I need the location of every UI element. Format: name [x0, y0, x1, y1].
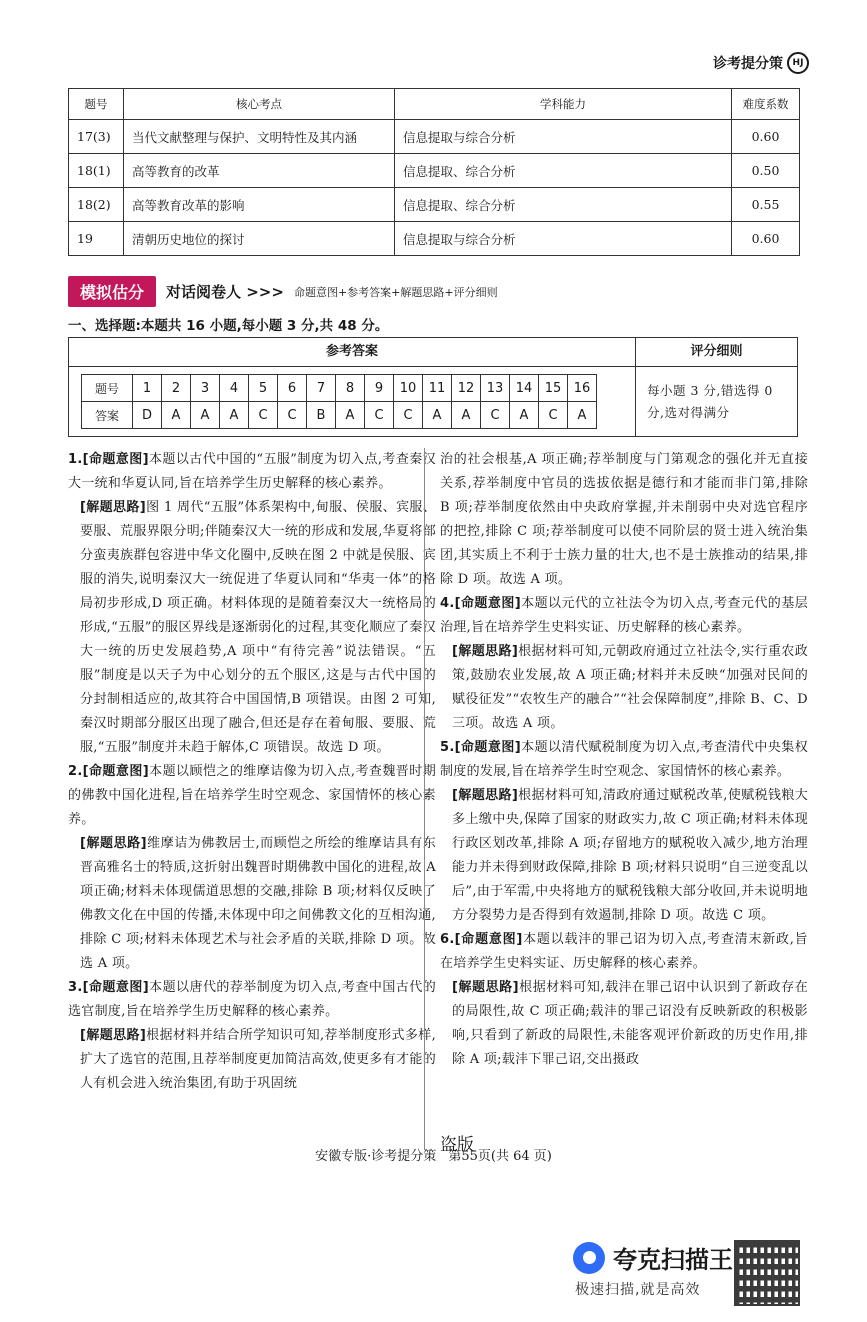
col-header: 难度系数 [732, 89, 800, 120]
question-number: 5. [440, 740, 455, 755]
grading-text: 每小题 3 分,错选得 0 分,选对得满分 [647, 383, 773, 420]
table-row [69, 188, 800, 222]
question-number: 13 [481, 375, 510, 402]
table-cell-ability: 信息提取、综合分析 [395, 154, 732, 188]
col-header: 学科能力 [395, 89, 732, 120]
question-number: 1 [133, 375, 162, 402]
solution-paragraph [440, 784, 808, 928]
question-number: 16 [568, 375, 597, 402]
mock-tag: 模拟估分 [68, 276, 156, 307]
solution-paragraph [68, 832, 436, 976]
solution-text: 维摩诘为佛教居士,而顾恺之所绘的维摩诘具有东晋高雅名士的特质,这折射出魏晋时期佛教中国化的进程,故 A 项正确;材料未体现儒道思想的交融,排除 B 项;材料仅反映了佛教文化在中国的传播,未体现中印之间佛教文化的互相沟通,排除 C 项;材料未体现艺术与社会矛盾的关联,排除 D 项。故选 A 项。 [80, 836, 436, 971]
table-cell-core: 当代文献整理与保护、文明特性及其内涵 [124, 120, 395, 154]
table-cell-core: 高等教育的改革 [124, 154, 395, 188]
table-cell-diff: 0.60 [732, 222, 800, 256]
solution-text: 根据材料可知,元朝政府通过立社法令,实行重农政策,鼓励农业发展,故 A 项正确;材料并未反映“加强对民间的赋役征发”“农牧生产的融合”“社会保障制度”,排除 B、C、D 三项。故选 A 项。 [452, 644, 809, 731]
intent-tag: [命题意图] [454, 740, 522, 755]
col-header: 题号 [69, 89, 124, 120]
page-number: 第55页(共 64 页) [448, 1149, 552, 1164]
answer-cell: D [133, 402, 162, 429]
question-number: 15 [539, 375, 568, 402]
answer-cell: A [191, 402, 220, 429]
question-number: 4 [220, 375, 249, 402]
solution-text: 根据材料并结合所学知识可知,荐举制度形式多样,扩大了选官的范围,且荐举制度更加简洁高效,使更多有才能的人有机会进入统治集团,有助于巩固统 [80, 1028, 437, 1091]
brand-name: 诊考提分策 [713, 56, 783, 72]
answer-cell: A [510, 402, 539, 429]
solution-paragraph [440, 640, 808, 736]
solution-text: 图 1 周代“五服”体系架构中,甸服、侯服、宾服、要服、荒服界限分明;伴随秦汉大一统的形成和发展,华夏将部分蛮夷族群包容进中华文化圈中,反映在图 2 中就是侯服、宾服的消失,说明秦汉大一统促进了华夏认同和“华夷一体”的格局初步形成,D 项正确。材料体现的是随着秦汉大一统格局的形成,“五服”的服区界线是逐渐弱化的过程,其变化顺应了秦汉大一统的历史发展趋势,A 项中“有待完善”说法错误。“五服”制度是以天子为中心划分的五个服区,这是与古代中国的分封制相适应的,故其符合中国国情,B 项错误。由图 2 可知,秦汉时期部分服区出现了融合,但还是存在着甸服、要服、荒服,“五服”制度并未趋于解体,C 项错误。故选 D 项。 [80, 500, 437, 755]
question-number: 3. [68, 980, 83, 995]
answer-cell: A [452, 402, 481, 429]
solution-text: 根据材料可知,清政府通过赋税改革,使赋税钱粮大多上缴中央,保障了国家的财政实力,故 C 项正确;材料未体现行政区划改革,排除 A 项;存留地方的赋税收入减少,地方治理能力并未得到财政保障,排除 B 项;材料只说明“自三逆变乱以后”,由于军需,中央将地方的赋税钱粮大部分收回,并未说明地方分裂势力是否得到有效遏制,排除 D 项。故选 C 项。 [452, 788, 809, 923]
answer-cell: C [249, 402, 278, 429]
answer-cell: A [336, 402, 365, 429]
table-cell-diff: 0.50 [732, 154, 800, 188]
answer-cell: A [568, 402, 597, 429]
table-row [69, 222, 800, 256]
column-divider [424, 448, 425, 1150]
answer-cell: A [423, 402, 452, 429]
answer-table [81, 374, 597, 429]
question-number: 1. [68, 452, 83, 467]
ref-answer-header: 参考答案 [69, 338, 636, 367]
intent-tag: [命题意图] [454, 932, 523, 947]
question-number: 7 [307, 375, 336, 402]
table-cell-num: 18(1) [69, 154, 124, 188]
answer-cell: A [162, 402, 191, 429]
question-number: 11 [423, 375, 452, 402]
table-cell-ability: 信息提取、综合分析 [395, 188, 732, 222]
table-row [69, 154, 800, 188]
intent-text: 本题以顾恺之的维摩诘像为切入点,考查魏晋时期的佛教中国化进程,旨在培养学生时空观念、家国情怀的核心素养。 [68, 764, 436, 827]
solution-tag: [解题思路] [452, 980, 519, 995]
question-number: 8 [336, 375, 365, 402]
solution-tag: [解题思路] [80, 1028, 147, 1043]
intent-tag: [命题意图] [82, 764, 150, 779]
question-intent [440, 592, 808, 640]
mock-subtitle: 命题意图+参考答案+解题思路+评分细则 [293, 285, 498, 299]
brand-logo-icon: HJ [787, 52, 809, 74]
mock-title: 对话阅卷人 >>> [166, 283, 284, 301]
stamp: 盗版 [440, 1135, 474, 1155]
qr-code-icon [734, 1240, 800, 1306]
table-cell-diff: 0.60 [732, 120, 800, 154]
table-row [69, 120, 800, 154]
table-cell-ability: 信息提取与综合分析 [395, 120, 732, 154]
mock-estimate-bar [68, 276, 498, 307]
answer-cell: C [481, 402, 510, 429]
solution-paragraph [68, 1024, 436, 1096]
intent-text: 本题以清代赋税制度为切入点,考查清代中央集权制度的发展,旨在培养学生时空观念、家国情怀的核心素养。 [440, 740, 808, 779]
exam-analysis-table [68, 88, 800, 256]
intent-text: 本题以载沣的罪己诏为切入点,考查清末新政,旨在培养学生史料实证、历史解释的核心素养。 [440, 932, 808, 971]
question-number: 2 [162, 375, 191, 402]
solution-paragraph [440, 976, 808, 1072]
intent-text: 本题以唐代的荐举制度为切入点,考查中国古代的选官制度,旨在培养学生历史解释的核心素养。 [68, 980, 436, 1019]
solution-text: 根据材料可知,载沣在罪己诏中认识到了新政存在的局限性,故 C 项正确;载沣的罪己诏没有反映新政的积极影响,只看到了新政的局限性,未能客观评价新政的历史作用,排除 A 项;载沣下罪己诏,交出摄政 [452, 980, 808, 1067]
intent-text: 治的社会根基,A 项正确;荐举制度与门第观念的强化并无直接关系,荐举制度中官员的选拔依据是德行和才能而非门第,排除 B 项;荐举制度依然由中央政府掌握,并未削弱中央对选官程序的把控,排除 C 项;荐举制度可以使不同阶层的贤士进入统治集团,其实质上不利于士族力量的壮大,也不是士族推动的结果,排除 D 项。故选 A 项。 [440, 452, 808, 587]
table-cell-core: 高等教育改革的影响 [124, 188, 395, 222]
solution-tag: [解题思路] [80, 836, 147, 851]
answer-cell: C [365, 402, 394, 429]
question-intent [68, 448, 436, 496]
answer-row [82, 402, 597, 429]
question-number: 5 [249, 375, 278, 402]
question-intent [440, 928, 808, 976]
grading-header: 评分细则 [636, 338, 797, 367]
question-number: 9 [365, 375, 394, 402]
question-intent [68, 760, 436, 832]
solution-paragraph [68, 496, 436, 760]
question-number: 6. [440, 932, 455, 947]
scanner-slogan: 极速扫描,就是高效 [575, 1282, 701, 1298]
intent-tag: [命题意图] [82, 980, 150, 995]
question-number: 2. [68, 764, 83, 779]
question-intent [440, 448, 808, 592]
scanner-watermark [573, 1240, 733, 1299]
left-column [68, 448, 436, 1096]
question-number: 4. [440, 596, 455, 611]
question-number: 10 [394, 375, 423, 402]
answer-cell: C [278, 402, 307, 429]
answer-cell: A [220, 402, 249, 429]
intent-tag: [命题意图] [82, 452, 149, 467]
answer-cell: B [307, 402, 336, 429]
solution-tag: [解题思路] [80, 500, 147, 515]
right-column [440, 448, 808, 1072]
table-cell-diff: 0.55 [732, 188, 800, 222]
footer-left: 安徽专版·诊考提分策 [315, 1149, 437, 1164]
col-header: 核心考点 [124, 89, 395, 120]
brand-header [713, 52, 809, 74]
intent-text: 本题以元代的立社法令为切入点,考查元代的基层治理,旨在培养学生史料实证、历史解释的核心素养。 [440, 596, 808, 635]
answer-cell: C [394, 402, 423, 429]
question-number: 12 [452, 375, 481, 402]
table-cell-core: 清朝历史地位的探讨 [124, 222, 395, 256]
table-cell-num: 19 [69, 222, 124, 256]
scanner-name: 夸克扫描王 [613, 1246, 733, 1274]
answer-label: 答案 [82, 402, 133, 429]
number-row [82, 375, 597, 402]
table-header-row [69, 89, 800, 120]
intent-tag: [命题意图] [454, 596, 522, 611]
solution-tag: [解题思路] [452, 644, 519, 659]
question-intent [68, 976, 436, 1024]
question-intent [440, 736, 808, 784]
intent-text: 本题以古代中国的“五服”制度为切入点,考查秦汉大一统和华夏认同,旨在培养学生历史解释的核心素养。 [68, 452, 437, 491]
number-label: 题号 [82, 375, 133, 402]
divider [635, 366, 636, 436]
page-footer [0, 1145, 867, 1164]
solution-tag: [解题思路] [452, 788, 519, 803]
table-cell-ability: 信息提取与综合分析 [395, 222, 732, 256]
scanner-logo-icon [573, 1242, 605, 1274]
answer-box [68, 337, 798, 437]
table-cell-num: 18(2) [69, 188, 124, 222]
question-number: 6 [278, 375, 307, 402]
section-title: 一、选择题:本题共 16 小题,每小题 3 分,共 48 分。 [68, 318, 389, 334]
answer-cell: C [539, 402, 568, 429]
question-number: 3 [191, 375, 220, 402]
table-cell-num: 17(3) [69, 120, 124, 154]
question-number: 14 [510, 375, 539, 402]
